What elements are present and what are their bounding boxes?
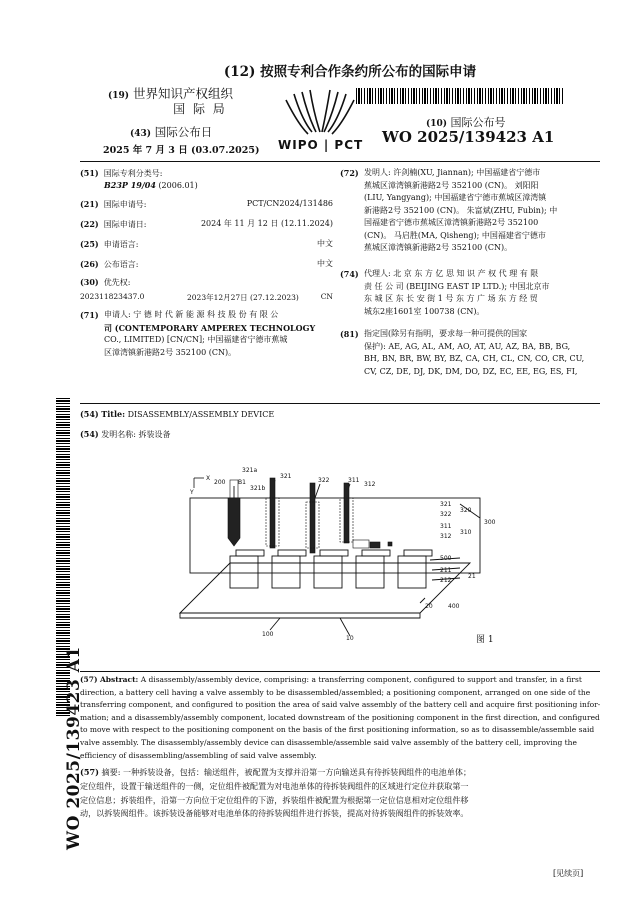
svg-text:Y: Y (190, 489, 194, 496)
svg-text:321: 321 (280, 473, 292, 480)
applicant: (71) 申请人: 宁 德 时 代 新 能 源 科 技 股 份 有 限 公 司 (CONTEMPORARY AMPEREX TECHNOLOGY CO., LIMITED) [CN/CN]; 中国福建省宁德市蕉城 区漳湾镇新港路2号 352100 (CN)。 (80, 310, 316, 357)
biblio-rule (80, 403, 600, 404)
abstract-chinese: (57) 摘要: 一种拆装设备，包括：输送组件，被配置为支撑并沿第一方向输送具有待拆装阀组件的电池单体； 定位组件，设置于输送组件的一侧，定位组件被配置为对电池单体的待拆装阀组件的区域进行定位并获取第一 定位信息；拆装组件，沿第一方向位于定位组件的下游，拆装组件被配置为根据第一定位信息相对定位组件移 动，以拆装阀组件。该拆装设备能够对电池单体的待拆装阀组件进行拆装，提高对待拆装阀组件的拆装效率。 (80, 767, 472, 819)
svg-text:500: 500 (440, 555, 452, 562)
svg-text:311: 311 (348, 477, 360, 484)
battery-cells (230, 550, 432, 588)
svg-text:400: 400 (448, 603, 460, 610)
org-name: (19) 世界知识产权组织 (108, 86, 234, 101)
svg-text:10: 10 (346, 635, 354, 642)
svg-text:211: 211 (440, 567, 452, 574)
wipo-logo-text: WIPO | PCT (278, 138, 364, 152)
priority-data: 202311823437.0 2023年12月27日 (27.12.2023) CN (80, 292, 333, 302)
figure-rule (80, 671, 600, 672)
device-drawing (170, 458, 510, 658)
axis-indicator (194, 478, 204, 488)
figure-1 (170, 458, 510, 658)
svg-text:X: X (206, 475, 211, 482)
svg-text:20: 20 (425, 603, 433, 610)
agent: (74) 代理人: 北 京 东 方 亿 思 知 识 产 权 代 理 有 限 责 任 公 司 (BEIJING EAST IP LTD.); 中国北京市 东 城 区 东 长 安 街 1 号 东 方 广 场 东 方 经 贸 城东2座1601室 100738 (CN)。 (340, 269, 550, 316)
fig-label: 321a (242, 467, 258, 474)
ipc-line: (51) 国际专利分类号: (80, 168, 163, 178)
pubdate-label: (43) 国际公布日 (130, 125, 213, 139)
svg-text:100: 100 (262, 631, 274, 638)
svg-text:310: 310 (460, 529, 472, 536)
svg-text:312: 312 (364, 481, 376, 488)
english-title: (54) Title: DISASSEMBLY/ASSEMBLY DEVICE (80, 409, 275, 419)
publication-language: (26) 公布语言: 中文 (80, 259, 333, 269)
svg-text:B1: B1 (238, 479, 246, 486)
svg-text:300: 300 (484, 519, 496, 526)
pubno-value: WO 2025/139423 A1 (382, 128, 555, 146)
pubno-label: (10) 国际公布号 (426, 116, 506, 129)
svg-text:21: 21 (468, 573, 476, 580)
svg-text:212: 212 (440, 577, 452, 584)
application-no: (21) 国际申请号: PCT/CN2024/131486 (80, 199, 333, 209)
priority-label: (30) 优先权: (80, 277, 131, 287)
svg-text:200: 200 (214, 479, 226, 486)
designated-states: (81) 指定国(除另有指明，要求每一种可提供的国家 保护): AE, AG, AL, AM, AO, AT, AU, AZ, BA, BB, BG, BH, BN, BR, BW, BY, BZ, CA, CH, CL, CN, CO, CR, CU, CV, CZ, DE, DJ, DK, DM, DO, DZ, EC, EE, EG, ES, FI, (340, 329, 585, 376)
figure-caption: 图 1 (476, 635, 494, 645)
top-barcode (356, 88, 564, 104)
ipc-value: B23P 19/04 (2006.01) (104, 180, 198, 190)
svg-text:322: 322 (318, 477, 330, 484)
filing-language: (25) 申请语言: 中文 (80, 239, 333, 249)
svg-text:311: 311 (440, 523, 452, 530)
filing-date: (22) 国际申请日: 2024 年 11 月 12 日 (12.11.2024) (80, 219, 333, 229)
svg-text:320: 320 (460, 507, 472, 514)
inventors: (72) 发明人: 许剑楠(XU, Jiannan); 中国福建省宁德市 蕉城区漳湾镇新港路2号 352100 (CN)。 刘阳阳 (LIU, Yangyang); 中国福建省宁德市蕉城区漳湾镇 新港路2号 352100 (CN)。 朱富斌(ZHU, Fubin); 中 国福建省宁德市蕉城区漳湾镇新港路2号 352100 (CN)。 马启胜(MA, Qisheng); 中国福建省宁德市 蕉城区漳湾镇新港路2号 352100 (CN)。 (340, 168, 558, 252)
abstract-english: (57) Abstract: A disassembly/assembly device, comprising: a transferring component, configured to support and transfer, in a first direction, a battery cell having a valve assembly to be disassembled/assembled; a positioning component, arranged on one side of the transferring component, and configured to position the area of said valve assembly of the battery cell and acquire first positioning infor- mation; and a disassembly/assembly component, located downstream of the positioning component in the first direction, and configured to move with respect to the positioning component on the basis of the first positioning information, so as to disassemble/assemble said valve assembly. The disassembly/assembly device can disassemble/assemble said valve assembly of the battery cell, improving the efficiency of disassembling/assembling of said valve assembly. (80, 675, 601, 760)
svg-text:321: 321 (440, 501, 452, 508)
chinese-title: (54) 发明名称: 拆装设备 (80, 429, 171, 439)
svg-text:312: 312 (440, 533, 452, 540)
continued-note: [见续页] (553, 869, 584, 878)
wipo-logo (276, 86, 364, 158)
header-rule (80, 161, 600, 162)
side-publication-number: WO 2025/139423 A1 (64, 646, 84, 850)
doc-title: (12) 按照专利合作条约所公布的国际申请 (223, 64, 477, 80)
svg-text:322: 322 (440, 511, 452, 518)
svg-text:321b: 321b (250, 485, 266, 492)
org-bureau: 国 际 局 (173, 102, 227, 116)
pubdate-value: 2025 年 7 月 3 日 (03.07.2025) (103, 145, 260, 156)
